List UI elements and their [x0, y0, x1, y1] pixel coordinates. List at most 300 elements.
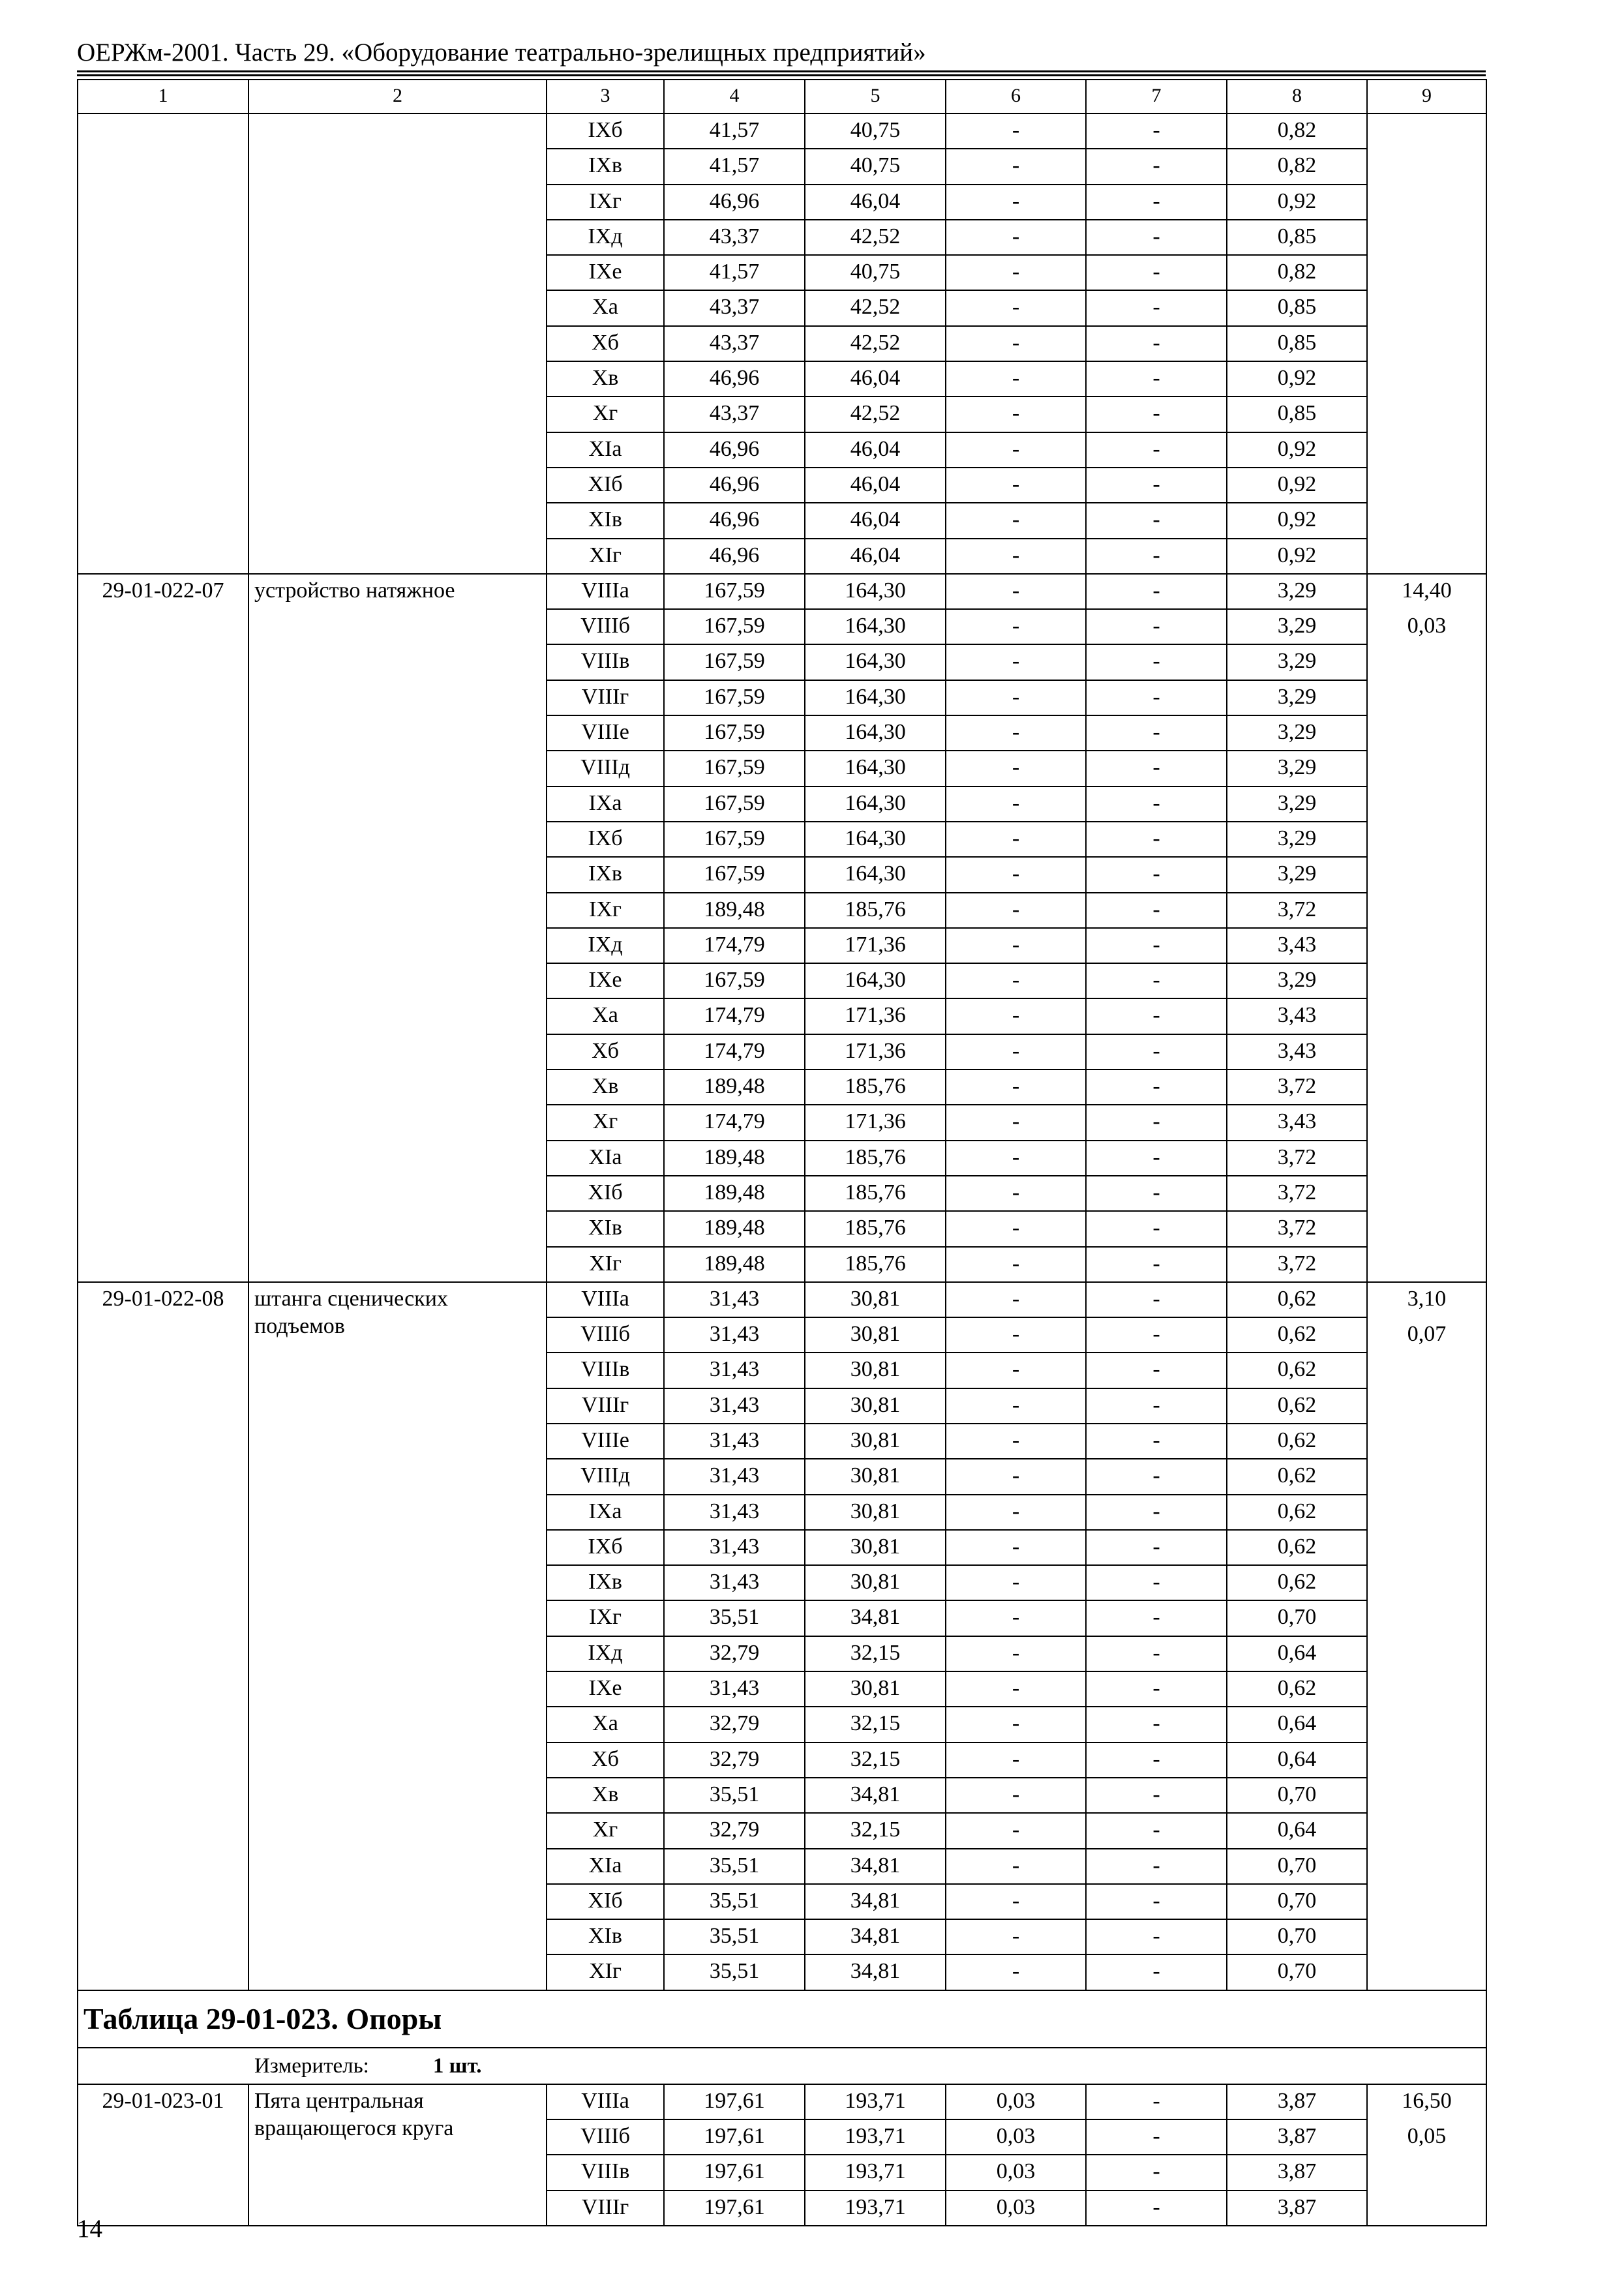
value-cell: 31,43	[664, 1459, 805, 1494]
value-cell: 46,04	[805, 539, 946, 574]
value-cell: -	[1086, 1317, 1227, 1353]
header-rule	[77, 70, 1486, 72]
region-cell: XIг	[547, 1954, 664, 1990]
value-cell: 0,82	[1227, 149, 1367, 184]
value-cell: -	[946, 220, 1086, 255]
value-cell: -	[946, 1317, 1086, 1353]
value-cell: 46,04	[805, 185, 946, 220]
value-cell: -	[1086, 396, 1227, 432]
col9-value: 14,40	[1402, 578, 1452, 603]
region-cell: IXд	[547, 220, 664, 255]
value-cell: -	[946, 468, 1086, 503]
value-cell: -	[946, 1141, 1086, 1176]
value-cell: -	[946, 1495, 1086, 1530]
region-cell: VIIIв	[547, 644, 664, 680]
value-cell: -	[1086, 574, 1227, 609]
value-cell: 3,29	[1227, 609, 1367, 644]
value-cell: 46,96	[664, 503, 805, 538]
region-cell: IXд	[547, 1636, 664, 1671]
value-cell: 3,29	[1227, 822, 1367, 857]
value-cell: 34,81	[805, 1954, 946, 1990]
value-cell: -	[946, 1176, 1086, 1211]
value-cell: 189,48	[664, 893, 805, 928]
value-cell: -	[946, 1211, 1086, 1246]
value-cell: -	[1086, 644, 1227, 680]
value-cell: 46,04	[805, 468, 946, 503]
col9-value: 16,50	[1402, 2088, 1452, 2113]
name-cell: устройство натяжное	[248, 574, 547, 1282]
value-cell: 35,51	[664, 1954, 805, 1990]
region-cell: Xг	[547, 396, 664, 432]
value-cell: -	[1086, 1636, 1227, 1671]
col9-value: 3,10	[1407, 1286, 1447, 1311]
value-cell: -	[1086, 503, 1227, 538]
value-cell: -	[1086, 185, 1227, 220]
value-cell: 3,29	[1227, 644, 1367, 680]
value-cell: 34,81	[805, 1778, 946, 1813]
value-cell: -	[1086, 432, 1227, 468]
value-cell: -	[946, 1849, 1086, 1884]
value-cell: 0,82	[1227, 255, 1367, 290]
value-cell: -	[946, 786, 1086, 822]
value-cell: 31,43	[664, 1388, 805, 1424]
value-cell: -	[946, 574, 1086, 609]
value-cell: 46,96	[664, 185, 805, 220]
region-cell: VIIIг	[547, 2191, 664, 2226]
region-cell: VIIIб	[547, 1317, 664, 1353]
value-cell: 31,43	[664, 1424, 805, 1459]
value-cell: 3,72	[1227, 1176, 1367, 1211]
value-cell: 30,81	[805, 1353, 946, 1388]
value-cell: 3,87	[1227, 2119, 1367, 2155]
value-cell: 171,36	[805, 928, 946, 963]
value-cell: -	[946, 113, 1086, 149]
value-cell: 30,81	[805, 1495, 946, 1530]
value-cell: -	[946, 1919, 1086, 1954]
value-cell: 185,76	[805, 1247, 946, 1282]
value-cell: -	[1086, 1247, 1227, 1282]
value-cell: 185,76	[805, 893, 946, 928]
value-cell: -	[946, 185, 1086, 220]
value-cell: -	[946, 1636, 1086, 1671]
value-cell: -	[946, 1247, 1086, 1282]
value-cell: 164,30	[805, 751, 946, 786]
region-cell: XIв	[547, 1211, 664, 1246]
value-cell: 164,30	[805, 644, 946, 680]
col9-value: 0,05	[1407, 2123, 1447, 2148]
value-cell: 41,57	[664, 113, 805, 149]
region-cell: XIг	[547, 1247, 664, 1282]
column-number: 4	[664, 80, 805, 113]
table-row	[78, 2084, 1486, 2119]
region-cell: Xб	[547, 1034, 664, 1070]
value-cell: -	[1086, 2155, 1227, 2190]
value-cell: 30,81	[805, 1388, 946, 1424]
value-cell: 0,70	[1227, 1884, 1367, 1919]
value-cell: -	[1086, 2119, 1227, 2155]
region-cell: IXв	[547, 149, 664, 184]
value-cell: 164,30	[805, 715, 946, 751]
value-cell: 167,59	[664, 963, 805, 998]
value-cell: 3,29	[1227, 715, 1367, 751]
value-cell: 40,75	[805, 113, 946, 149]
value-cell: -	[946, 1954, 1086, 1990]
value-cell: 46,96	[664, 468, 805, 503]
value-cell: 3,29	[1227, 963, 1367, 998]
value-cell: 193,71	[805, 2084, 946, 2119]
value-cell: 35,51	[664, 1884, 805, 1919]
region-cell: Xа	[547, 290, 664, 325]
value-cell: -	[946, 1034, 1086, 1070]
region-cell: IXг	[547, 1600, 664, 1636]
column-number: 8	[1227, 80, 1367, 113]
value-cell: -	[1086, 326, 1227, 361]
value-cell: 0,85	[1227, 326, 1367, 361]
region-cell: Xв	[547, 1070, 664, 1105]
value-cell: 46,96	[664, 432, 805, 468]
value-cell: 32,15	[805, 1636, 946, 1671]
value-cell: -	[1086, 1778, 1227, 1813]
value-cell: -	[946, 396, 1086, 432]
value-cell: -	[946, 893, 1086, 928]
value-cell: -	[1086, 1495, 1227, 1530]
value-cell: -	[1086, 113, 1227, 149]
region-cell: IXг	[547, 185, 664, 220]
value-cell: 0,62	[1227, 1317, 1367, 1353]
value-cell: 3,29	[1227, 574, 1367, 609]
region-cell: VIIIе	[547, 715, 664, 751]
column-number: 1	[78, 80, 248, 113]
region-cell: Xв	[547, 1778, 664, 1813]
value-cell: 46,04	[805, 361, 946, 396]
value-cell: 41,57	[664, 149, 805, 184]
value-cell: 193,71	[805, 2191, 946, 2226]
code-cell: 29-01-022-07	[78, 574, 248, 1282]
value-cell: -	[1086, 1141, 1227, 1176]
region-cell: VIIIд	[547, 751, 664, 786]
value-cell: 3,72	[1227, 893, 1367, 928]
code-cell	[78, 113, 248, 574]
value-cell: 3,87	[1227, 2084, 1367, 2119]
page-header: ОЕРЖм-2001. Часть 29. «Оборудование театрально-зрелищных предприятий»	[77, 38, 926, 67]
value-cell: -	[1086, 1105, 1227, 1140]
value-cell: -	[1086, 609, 1227, 644]
region-cell: XIг	[547, 539, 664, 574]
region-cell: XIа	[547, 1849, 664, 1884]
value-cell: 0,03	[946, 2191, 1086, 2226]
value-cell: 193,71	[805, 2155, 946, 2190]
value-cell: -	[946, 1884, 1086, 1919]
value-cell: 46,96	[664, 539, 805, 574]
value-cell: -	[1086, 963, 1227, 998]
value-cell: -	[946, 503, 1086, 538]
value-cell: -	[1086, 2084, 1227, 2119]
value-cell: 164,30	[805, 574, 946, 609]
value-cell: -	[946, 361, 1086, 396]
value-cell: 43,37	[664, 220, 805, 255]
value-cell: 0,03	[946, 2084, 1086, 2119]
value-cell: -	[946, 1105, 1086, 1140]
value-cell: -	[1086, 361, 1227, 396]
value-cell: 189,48	[664, 1070, 805, 1105]
unit-label: Измеритель:	[254, 2054, 369, 2078]
value-cell: 189,48	[664, 1141, 805, 1176]
region-cell: Xб	[547, 326, 664, 361]
value-cell: 42,52	[805, 220, 946, 255]
value-cell: 30,81	[805, 1424, 946, 1459]
name-cell: штанга сценических подъемов	[248, 1282, 547, 1990]
value-cell: -	[946, 290, 1086, 325]
value-cell: 43,37	[664, 326, 805, 361]
value-cell: 167,59	[664, 715, 805, 751]
value-cell: 0,70	[1227, 1849, 1367, 1884]
value-cell: 167,59	[664, 609, 805, 644]
value-cell: 41,57	[664, 255, 805, 290]
region-cell: Xа	[547, 1707, 664, 1742]
value-cell: 30,81	[805, 1530, 946, 1565]
col9-cell	[1367, 574, 1486, 1282]
value-cell: 0,92	[1227, 361, 1367, 396]
region-cell: IXе	[547, 1671, 664, 1707]
region-cell: IXв	[547, 1565, 664, 1600]
region-cell: Xв	[547, 361, 664, 396]
value-cell: 3,87	[1227, 2191, 1367, 2226]
value-cell: 171,36	[805, 1034, 946, 1070]
value-cell: -	[946, 1707, 1086, 1742]
value-cell: -	[946, 1671, 1086, 1707]
value-cell: 189,48	[664, 1247, 805, 1282]
value-cell: -	[946, 1813, 1086, 1848]
value-cell: -	[1086, 1353, 1227, 1388]
value-cell: 164,30	[805, 857, 946, 892]
col9-cell	[1367, 2084, 1486, 2226]
value-cell: -	[1086, 1070, 1227, 1105]
value-cell: 0,64	[1227, 1636, 1367, 1671]
value-cell: 3,29	[1227, 751, 1367, 786]
column-number: 6	[946, 80, 1086, 113]
value-cell: -	[1086, 1954, 1227, 1990]
value-cell: -	[946, 1353, 1086, 1388]
value-cell: 34,81	[805, 1849, 946, 1884]
value-cell: -	[1086, 751, 1227, 786]
region-cell: VIIIа	[547, 1282, 664, 1317]
value-cell: 46,04	[805, 503, 946, 538]
value-cell: 3,29	[1227, 680, 1367, 715]
value-cell: -	[1086, 857, 1227, 892]
value-cell: 3,43	[1227, 1105, 1367, 1140]
value-cell: 171,36	[805, 998, 946, 1034]
value-cell: -	[1086, 220, 1227, 255]
value-cell: 3,87	[1227, 2155, 1367, 2190]
value-cell: -	[1086, 255, 1227, 290]
value-cell: 0,82	[1227, 113, 1367, 149]
region-cell: IXа	[547, 786, 664, 822]
column-number: 9	[1367, 80, 1486, 113]
region-cell: Xа	[547, 998, 664, 1034]
value-cell: 185,76	[805, 1211, 946, 1246]
value-cell: -	[946, 609, 1086, 644]
col9-value: 0,03	[1407, 613, 1447, 638]
value-cell: 40,75	[805, 149, 946, 184]
value-cell: 3,72	[1227, 1211, 1367, 1246]
page-number: 14	[77, 2215, 102, 2243]
region-cell: VIIIв	[547, 1353, 664, 1388]
value-cell: 167,59	[664, 786, 805, 822]
value-cell: -	[1086, 893, 1227, 928]
region-cell: VIIIа	[547, 574, 664, 609]
unit-value: 1 шт.	[432, 2054, 482, 2078]
value-cell: 174,79	[664, 1105, 805, 1140]
value-cell: 3,29	[1227, 786, 1367, 822]
value-cell: 43,37	[664, 396, 805, 432]
value-cell: 0,85	[1227, 290, 1367, 325]
value-cell: 32,15	[805, 1743, 946, 1778]
value-cell: 31,43	[664, 1671, 805, 1707]
value-cell: -	[1086, 468, 1227, 503]
value-cell: -	[946, 644, 1086, 680]
value-cell: 167,59	[664, 680, 805, 715]
value-cell: 30,81	[805, 1317, 946, 1353]
value-cell: 167,59	[664, 857, 805, 892]
value-cell: 35,51	[664, 1919, 805, 1954]
region-cell: IXб	[547, 822, 664, 857]
value-cell: 3,43	[1227, 998, 1367, 1034]
code-cell: 29-01-022-08	[78, 1282, 248, 1990]
value-cell: 0,92	[1227, 539, 1367, 574]
value-cell: 42,52	[805, 326, 946, 361]
value-cell: -	[946, 680, 1086, 715]
value-cell: 0,62	[1227, 1353, 1367, 1388]
region-cell: XIа	[547, 432, 664, 468]
value-cell: 185,76	[805, 1176, 946, 1211]
value-cell: 164,30	[805, 680, 946, 715]
value-cell: 3,43	[1227, 928, 1367, 963]
value-cell: 32,79	[664, 1813, 805, 1848]
unit-row	[78, 2048, 1486, 2084]
value-cell: 32,15	[805, 1707, 946, 1742]
value-cell: -	[1086, 1211, 1227, 1246]
value-cell: 30,81	[805, 1282, 946, 1317]
value-cell: -	[1086, 1282, 1227, 1317]
value-cell: 0,62	[1227, 1388, 1367, 1424]
value-cell: -	[1086, 928, 1227, 963]
column-number: 7	[1086, 80, 1227, 113]
value-cell: 0,03	[946, 2119, 1086, 2155]
value-cell: 164,30	[805, 609, 946, 644]
region-cell: IXд	[547, 928, 664, 963]
value-cell: 3,72	[1227, 1247, 1367, 1282]
value-cell: -	[946, 1424, 1086, 1459]
value-cell: 164,30	[805, 786, 946, 822]
value-cell: 43,37	[664, 290, 805, 325]
value-cell: 31,43	[664, 1495, 805, 1530]
code-cell: 29-01-023-01	[78, 2084, 248, 2226]
value-cell: -	[1086, 1849, 1227, 1884]
column-numbers-row	[78, 80, 1486, 113]
value-cell: -	[946, 326, 1086, 361]
value-cell: 0,92	[1227, 503, 1367, 538]
region-cell: IXе	[547, 255, 664, 290]
value-cell: 197,61	[664, 2119, 805, 2155]
value-cell: 189,48	[664, 1211, 805, 1246]
table-title: Таблица 29-01-023. Опоры	[78, 1990, 1486, 2048]
value-cell: -	[1086, 2191, 1227, 2226]
value-cell: -	[946, 149, 1086, 184]
value-cell: -	[946, 822, 1086, 857]
value-cell: 42,52	[805, 290, 946, 325]
name-cell: Пята центральная вращающегося круга	[248, 2084, 547, 2226]
value-cell: -	[1086, 1919, 1227, 1954]
value-cell: -	[1086, 1565, 1227, 1600]
value-cell: -	[1086, 786, 1227, 822]
value-cell: -	[1086, 822, 1227, 857]
value-cell: 0,70	[1227, 1954, 1367, 1990]
region-cell: Xг	[547, 1813, 664, 1848]
value-cell: -	[1086, 290, 1227, 325]
value-cell: 0,62	[1227, 1565, 1367, 1600]
value-cell: -	[1086, 1176, 1227, 1211]
region-cell: VIIIе	[547, 1424, 664, 1459]
value-cell: 0,70	[1227, 1778, 1367, 1813]
region-cell: VIIIв	[547, 2155, 664, 2190]
name-cell	[248, 113, 547, 574]
value-cell: -	[1086, 539, 1227, 574]
region-cell: VIIIа	[547, 2084, 664, 2119]
value-cell: 34,81	[805, 1600, 946, 1636]
region-cell: XIб	[547, 1884, 664, 1919]
value-cell: 46,04	[805, 432, 946, 468]
column-number: 5	[805, 80, 946, 113]
value-cell: -	[946, 539, 1086, 574]
rates-table	[77, 79, 1487, 2226]
value-cell: 185,76	[805, 1141, 946, 1176]
value-cell: 174,79	[664, 1034, 805, 1070]
value-cell: 3,29	[1227, 857, 1367, 892]
table-row	[78, 113, 1486, 149]
value-cell: 167,59	[664, 751, 805, 786]
value-cell: 34,81	[805, 1884, 946, 1919]
value-cell: 30,81	[805, 1671, 946, 1707]
value-cell: 35,51	[664, 1778, 805, 1813]
value-cell: 0,92	[1227, 432, 1367, 468]
value-cell: -	[1086, 1424, 1227, 1459]
value-cell: 197,61	[664, 2191, 805, 2226]
value-cell: -	[946, 1388, 1086, 1424]
value-cell: 35,51	[664, 1849, 805, 1884]
value-cell: 42,52	[805, 396, 946, 432]
value-cell: -	[946, 1070, 1086, 1105]
value-cell: 32,79	[664, 1707, 805, 1742]
value-cell: 3,72	[1227, 1070, 1367, 1105]
value-cell: 167,59	[664, 644, 805, 680]
value-cell: -	[1086, 1388, 1227, 1424]
value-cell: 0,62	[1227, 1495, 1367, 1530]
value-cell: 46,96	[664, 361, 805, 396]
value-cell: -	[1086, 1600, 1227, 1636]
value-cell: 0,70	[1227, 1919, 1367, 1954]
col9-cell	[1367, 113, 1486, 574]
table-row	[78, 1282, 1486, 1317]
value-cell: -	[946, 715, 1086, 751]
value-cell: 32,15	[805, 1813, 946, 1848]
value-cell: -	[946, 928, 1086, 963]
value-cell: 0,70	[1227, 1600, 1367, 1636]
value-cell: -	[1086, 1743, 1227, 1778]
value-cell: 167,59	[664, 822, 805, 857]
value-cell: -	[946, 1743, 1086, 1778]
value-cell: 193,71	[805, 2119, 946, 2155]
value-cell: 0,62	[1227, 1530, 1367, 1565]
